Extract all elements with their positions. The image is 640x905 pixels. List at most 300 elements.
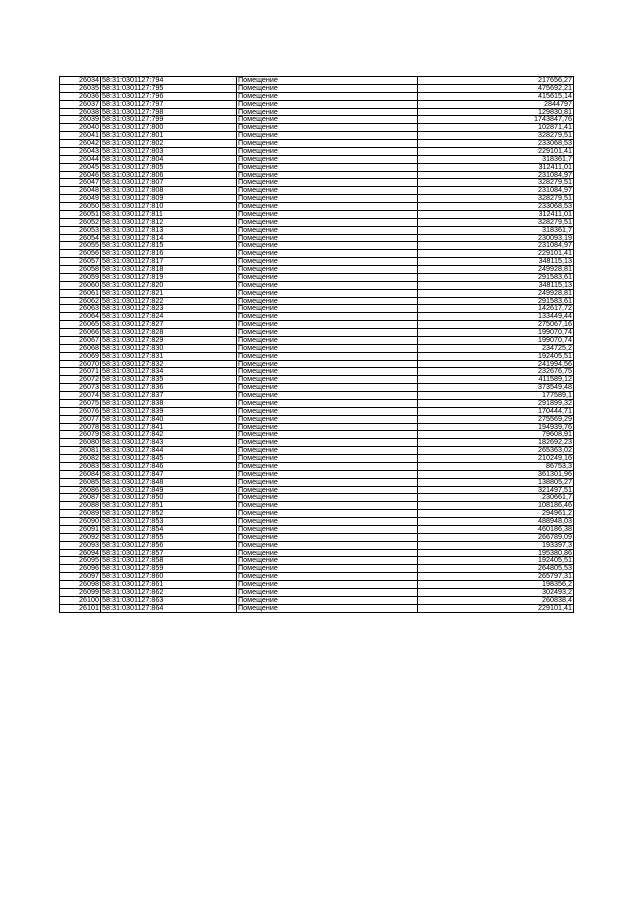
table-row xyxy=(60,596,574,604)
cadastral-number-cell: 58:31:0301127:805 xyxy=(101,163,237,171)
object-type-cell: Помещение xyxy=(237,234,418,242)
cadastral-value-cell: 233068,53 xyxy=(418,140,574,148)
cadastral-value-cell: 195380,86 xyxy=(418,549,574,557)
object-type-cell: Помещение xyxy=(237,124,418,132)
row-number-cell: 26048 xyxy=(60,187,101,195)
object-type-cell: Помещение xyxy=(237,140,418,148)
object-type-cell: Помещение xyxy=(237,171,418,179)
cadastral-value-cell: 415615,14 xyxy=(418,92,574,100)
table-row xyxy=(60,392,574,400)
cadastral-value-cell: 318361,7 xyxy=(418,226,574,234)
table-row xyxy=(60,92,574,100)
object-type-cell: Помещение xyxy=(237,203,418,211)
object-type-cell: Помещение xyxy=(237,431,418,439)
table-row xyxy=(60,399,574,407)
object-type-cell: Помещение xyxy=(237,494,418,502)
cadastral-value-cell: 249928,81 xyxy=(418,266,574,274)
table-row xyxy=(60,541,574,549)
cadastral-value-cell: 275569,29 xyxy=(418,415,574,423)
cadastral-number-cell: 58:31:0301127:829 xyxy=(101,336,237,344)
object-type-cell: Помещение xyxy=(237,596,418,604)
cadastral-number-cell: 58:31:0301127:843 xyxy=(101,439,237,447)
cadastral-value-cell: 302493,2 xyxy=(418,588,574,596)
cadastral-value-cell: 265797,31 xyxy=(418,573,574,581)
object-type-cell: Помещение xyxy=(237,541,418,549)
table-row xyxy=(60,210,574,218)
object-type-cell: Помещение xyxy=(237,462,418,470)
object-type-cell: Помещение xyxy=(237,415,418,423)
object-type-cell: Помещение xyxy=(237,581,418,589)
object-type-cell: Помещение xyxy=(237,486,418,494)
table-row xyxy=(60,163,574,171)
cadastral-number-cell: 58:31:0301127:837 xyxy=(101,392,237,400)
table-row xyxy=(60,100,574,108)
object-type-cell: Помещение xyxy=(237,478,418,486)
row-number-cell: 26078 xyxy=(60,423,101,431)
object-type-cell: Помещение xyxy=(237,258,418,266)
table-row xyxy=(60,581,574,589)
cadastral-value-cell: 198356,2 xyxy=(418,581,574,589)
row-number-cell: 26050 xyxy=(60,203,101,211)
object-type-cell: Помещение xyxy=(237,100,418,108)
cadastral-value-cell: 2844797 xyxy=(418,100,574,108)
table-row xyxy=(60,533,574,541)
object-type-cell: Помещение xyxy=(237,305,418,313)
cadastral-value-cell: 266789,09 xyxy=(418,533,574,541)
cadastral-number-cell: 58:31:0301127:796 xyxy=(101,92,237,100)
row-number-cell: 26061 xyxy=(60,289,101,297)
table-row xyxy=(60,297,574,305)
cadastral-number-cell: 58:31:0301127:811 xyxy=(101,210,237,218)
cadastral-value-cell: 133449,44 xyxy=(418,313,574,321)
object-type-cell: Помещение xyxy=(237,108,418,116)
table-row xyxy=(60,242,574,250)
table-row xyxy=(60,494,574,502)
row-number-cell: 26041 xyxy=(60,132,101,140)
cadastral-number-cell: 58:31:0301127:851 xyxy=(101,502,237,510)
cadastral-number-cell: 58:31:0301127:860 xyxy=(101,573,237,581)
cadastral-number-cell: 58:31:0301127:821 xyxy=(101,289,237,297)
row-number-cell: 26047 xyxy=(60,179,101,187)
object-type-cell: Помещение xyxy=(237,565,418,573)
cadastral-number-cell: 58:31:0301127:804 xyxy=(101,155,237,163)
cadastral-number-cell: 58:31:0301127:830 xyxy=(101,344,237,352)
row-number-cell: 26077 xyxy=(60,415,101,423)
row-number-cell: 26037 xyxy=(60,100,101,108)
row-number-cell: 26079 xyxy=(60,431,101,439)
row-number-cell: 26051 xyxy=(60,210,101,218)
table-row xyxy=(60,116,574,124)
object-type-cell: Помещение xyxy=(237,289,418,297)
object-type-cell: Помещение xyxy=(237,344,418,352)
table-row xyxy=(60,525,574,533)
table-row xyxy=(60,604,574,612)
row-number-cell: 26065 xyxy=(60,321,101,329)
cadastral-value-cell: 193397,3 xyxy=(418,541,574,549)
cadastral-number-cell: 58:31:0301127:807 xyxy=(101,179,237,187)
row-number-cell: 26054 xyxy=(60,234,101,242)
cadastral-value-cell: 194939,76 xyxy=(418,423,574,431)
table-row xyxy=(60,77,574,85)
row-number-cell: 26059 xyxy=(60,273,101,281)
cadastral-number-cell: 58:31:0301127:834 xyxy=(101,368,237,376)
cadastral-value-cell: 177589,1 xyxy=(418,392,574,400)
table-row xyxy=(60,305,574,313)
cadastral-number-cell: 58:31:0301127:855 xyxy=(101,533,237,541)
cadastral-number-cell: 58:31:0301127:813 xyxy=(101,226,237,234)
row-number-cell: 26094 xyxy=(60,549,101,557)
cadastral-number-cell: 58:31:0301127:799 xyxy=(101,116,237,124)
table-row xyxy=(60,124,574,132)
object-type-cell: Помещение xyxy=(237,266,418,274)
row-number-cell: 26042 xyxy=(60,140,101,148)
row-number-cell: 26095 xyxy=(60,557,101,565)
object-type-cell: Помещение xyxy=(237,163,418,171)
object-type-cell: Помещение xyxy=(237,376,418,384)
cadastral-number-cell: 58:31:0301127:814 xyxy=(101,234,237,242)
cadastral-value-cell: 294961,2 xyxy=(418,510,574,518)
object-type-cell: Помещение xyxy=(237,352,418,360)
table-row xyxy=(60,415,574,423)
row-number-cell: 26099 xyxy=(60,588,101,596)
row-number-cell: 26046 xyxy=(60,171,101,179)
row-number-cell: 26043 xyxy=(60,147,101,155)
row-number-cell: 26080 xyxy=(60,439,101,447)
row-number-cell: 26040 xyxy=(60,124,101,132)
cadastral-value-cell: 79608,91 xyxy=(418,431,574,439)
row-number-cell: 26092 xyxy=(60,533,101,541)
cadastral-value-cell: 232676,75 xyxy=(418,368,574,376)
cadastral-number-cell: 58:31:0301127:859 xyxy=(101,565,237,573)
object-type-cell: Помещение xyxy=(237,321,418,329)
cadastral-value-cell: 291583,61 xyxy=(418,297,574,305)
cadastral-value-cell: 249928,81 xyxy=(418,289,574,297)
table-row xyxy=(60,147,574,155)
table-row xyxy=(60,384,574,392)
cadastral-value-cell: 192405,51 xyxy=(418,557,574,565)
cadastral-value-cell: 233068,53 xyxy=(418,203,574,211)
row-number-cell: 26101 xyxy=(60,604,101,612)
table-row xyxy=(60,557,574,565)
row-number-cell: 26074 xyxy=(60,392,101,400)
cadastral-value-cell: 291583,61 xyxy=(418,273,574,281)
object-type-cell: Помещение xyxy=(237,242,418,250)
table-row xyxy=(60,478,574,486)
cadastral-number-cell: 58:31:0301127:845 xyxy=(101,455,237,463)
cadastral-value-cell: 199070,74 xyxy=(418,336,574,344)
cadastral-number-cell: 58:31:0301127:858 xyxy=(101,557,237,565)
row-number-cell: 26087 xyxy=(60,494,101,502)
cadastral-number-cell: 58:31:0301127:848 xyxy=(101,478,237,486)
row-number-cell: 26090 xyxy=(60,518,101,526)
row-number-cell: 26093 xyxy=(60,541,101,549)
cadastral-number-cell: 58:31:0301127:842 xyxy=(101,431,237,439)
object-type-cell: Помещение xyxy=(237,132,418,140)
cadastral-value-cell: 231084,97 xyxy=(418,242,574,250)
cadastral-value-cell: 217656,27 xyxy=(418,77,574,85)
table-row xyxy=(60,108,574,116)
table-row xyxy=(60,439,574,447)
table-row xyxy=(60,234,574,242)
table-row xyxy=(60,376,574,384)
row-number-cell: 26056 xyxy=(60,250,101,258)
cadastral-number-cell: 58:31:0301127:800 xyxy=(101,124,237,132)
cadastral-number-cell: 58:31:0301127:847 xyxy=(101,470,237,478)
object-type-cell: Помещение xyxy=(237,447,418,455)
table-row xyxy=(60,329,574,337)
cadastral-number-cell: 58:31:0301127:854 xyxy=(101,525,237,533)
cadastral-value-cell: 348115,13 xyxy=(418,258,574,266)
object-type-cell: Помещение xyxy=(237,313,418,321)
table-row xyxy=(60,155,574,163)
object-type-cell: Помещение xyxy=(237,92,418,100)
table-row xyxy=(60,289,574,297)
row-number-cell: 26089 xyxy=(60,510,101,518)
object-type-cell: Помещение xyxy=(237,549,418,557)
cadastral-number-cell: 58:31:0301127:794 xyxy=(101,77,237,85)
cadastral-value-cell: 312411,01 xyxy=(418,210,574,218)
row-number-cell: 26081 xyxy=(60,447,101,455)
object-type-cell: Помещение xyxy=(237,147,418,155)
cadastral-value-cell: 231084,97 xyxy=(418,187,574,195)
cadastral-value-cell: 231084,97 xyxy=(418,171,574,179)
row-number-cell: 26085 xyxy=(60,478,101,486)
row-number-cell: 26088 xyxy=(60,502,101,510)
row-number-cell: 26057 xyxy=(60,258,101,266)
cadastral-value-cell: 108186,46 xyxy=(418,502,574,510)
cadastral-value-cell: 86753,3 xyxy=(418,462,574,470)
table-row xyxy=(60,218,574,226)
cadastral-value-cell: 229101,41 xyxy=(418,147,574,155)
row-number-cell: 26060 xyxy=(60,281,101,289)
cadastral-number-cell: 58:31:0301127:801 xyxy=(101,132,237,140)
object-type-cell: Помещение xyxy=(237,557,418,565)
row-number-cell: 26062 xyxy=(60,297,101,305)
cadastral-value-cell: 321497,51 xyxy=(418,486,574,494)
cadastral-number-cell: 58:31:0301127:808 xyxy=(101,187,237,195)
object-type-cell: Помещение xyxy=(237,502,418,510)
object-type-cell: Помещение xyxy=(237,439,418,447)
cadastral-number-cell: 58:31:0301127:806 xyxy=(101,171,237,179)
table-row xyxy=(60,352,574,360)
cadastral-value-cell: 318361,7 xyxy=(418,155,574,163)
object-type-cell: Помещение xyxy=(237,195,418,203)
table-row xyxy=(60,565,574,573)
row-number-cell: 26035 xyxy=(60,84,101,92)
table-row xyxy=(60,171,574,179)
row-number-cell: 26058 xyxy=(60,266,101,274)
table-row xyxy=(60,407,574,415)
cadastral-number-cell: 58:31:0301127:835 xyxy=(101,376,237,384)
cadastral-value-cell: 411589,12 xyxy=(418,376,574,384)
cadastral-number-cell: 58:31:0301127:824 xyxy=(101,313,237,321)
object-type-cell: Помещение xyxy=(237,384,418,392)
row-number-cell: 26070 xyxy=(60,360,101,368)
row-number-cell: 26039 xyxy=(60,116,101,124)
table-row xyxy=(60,250,574,258)
object-type-cell: Помещение xyxy=(237,368,418,376)
object-type-cell: Помещение xyxy=(237,155,418,163)
object-type-cell: Помещение xyxy=(237,470,418,478)
cadastral-value-cell: 234725,2 xyxy=(418,344,574,352)
row-number-cell: 26049 xyxy=(60,195,101,203)
cadastral-number-cell: 58:31:0301127:797 xyxy=(101,100,237,108)
table-row xyxy=(60,470,574,478)
table-row xyxy=(60,336,574,344)
table-row xyxy=(60,502,574,510)
table-row xyxy=(60,368,574,376)
table-row xyxy=(60,140,574,148)
table-body xyxy=(60,77,574,613)
cadastral-value-cell: 361301,96 xyxy=(418,470,574,478)
row-number-cell: 26063 xyxy=(60,305,101,313)
object-type-cell: Помещение xyxy=(237,281,418,289)
object-type-cell: Помещение xyxy=(237,588,418,596)
cadastral-number-cell: 58:31:0301127:819 xyxy=(101,273,237,281)
object-type-cell: Помещение xyxy=(237,407,418,415)
row-number-cell: 26068 xyxy=(60,344,101,352)
cadastral-value-cell: 348115,13 xyxy=(418,281,574,289)
cadastral-value-cell: 260838,4 xyxy=(418,596,574,604)
row-number-cell: 26053 xyxy=(60,226,101,234)
row-number-cell: 26036 xyxy=(60,92,101,100)
cadastral-value-cell: 241994,56 xyxy=(418,360,574,368)
cadastral-number-cell: 58:31:0301127:828 xyxy=(101,329,237,337)
cadastral-number-cell: 58:31:0301127:849 xyxy=(101,486,237,494)
object-type-cell: Помещение xyxy=(237,518,418,526)
cadastral-value-cell: 129830,81 xyxy=(418,108,574,116)
cadastral-number-cell: 58:31:0301127:810 xyxy=(101,203,237,211)
object-type-cell: Помещение xyxy=(237,329,418,337)
row-number-cell: 26034 xyxy=(60,77,101,85)
table-row xyxy=(60,226,574,234)
cadastral-number-cell: 58:31:0301127:816 xyxy=(101,250,237,258)
row-number-cell: 26071 xyxy=(60,368,101,376)
cadastral-value-cell: 264805,53 xyxy=(418,565,574,573)
cadastral-number-cell: 58:31:0301127:802 xyxy=(101,140,237,148)
cadastral-value-cell: 192405,51 xyxy=(418,352,574,360)
cadastral-value-cell: 138805,27 xyxy=(418,478,574,486)
cadastral-value-cell: 488948,03 xyxy=(418,518,574,526)
row-number-cell: 26075 xyxy=(60,399,101,407)
object-type-cell: Помещение xyxy=(237,336,418,344)
row-number-cell: 26052 xyxy=(60,218,101,226)
cadastral-number-cell: 58:31:0301127:864 xyxy=(101,604,237,612)
row-number-cell: 26086 xyxy=(60,486,101,494)
table-row xyxy=(60,462,574,470)
cadastral-value-cell: 142617,72 xyxy=(418,305,574,313)
cadastral-number-cell: 58:31:0301127:839 xyxy=(101,407,237,415)
row-number-cell: 26072 xyxy=(60,376,101,384)
object-type-cell: Помещение xyxy=(237,604,418,612)
table-row xyxy=(60,203,574,211)
object-type-cell: Помещение xyxy=(237,533,418,541)
cadastral-value-cell: 291899,32 xyxy=(418,399,574,407)
cadastral-number-cell: 58:31:0301127:861 xyxy=(101,581,237,589)
cadastral-number-cell: 58:31:0301127:832 xyxy=(101,360,237,368)
cadastral-value-cell: 265363,02 xyxy=(418,447,574,455)
cadastral-value-cell: 328279,51 xyxy=(418,195,574,203)
cadastral-value-cell: 328279,51 xyxy=(418,179,574,187)
cadastral-value-cell: 373549,48 xyxy=(418,384,574,392)
table-row xyxy=(60,132,574,140)
row-number-cell: 26073 xyxy=(60,384,101,392)
object-type-cell: Помещение xyxy=(237,218,418,226)
cadastral-value-cell: 275067,16 xyxy=(418,321,574,329)
table-row xyxy=(60,187,574,195)
cadastral-number-cell: 58:31:0301127:856 xyxy=(101,541,237,549)
table-row xyxy=(60,344,574,352)
cadastral-number-cell: 58:31:0301127:862 xyxy=(101,588,237,596)
object-type-cell: Помещение xyxy=(237,455,418,463)
row-number-cell: 26064 xyxy=(60,313,101,321)
cadastral-number-cell: 58:31:0301127:795 xyxy=(101,84,237,92)
table-row xyxy=(60,195,574,203)
cadastral-number-cell: 58:31:0301127:853 xyxy=(101,518,237,526)
table-row xyxy=(60,486,574,494)
object-type-cell: Помещение xyxy=(237,210,418,218)
table-row xyxy=(60,431,574,439)
cadastral-number-cell: 58:31:0301127:812 xyxy=(101,218,237,226)
table-row xyxy=(60,321,574,329)
cadastral-value-cell: 230661,7 xyxy=(418,494,574,502)
cadastral-value-cell: 199070,74 xyxy=(418,329,574,337)
row-number-cell: 26098 xyxy=(60,581,101,589)
table-row xyxy=(60,423,574,431)
row-number-cell: 26067 xyxy=(60,336,101,344)
cadastral-number-cell: 58:31:0301127:817 xyxy=(101,258,237,266)
object-type-cell: Помещение xyxy=(237,179,418,187)
row-number-cell: 26055 xyxy=(60,242,101,250)
object-type-cell: Помещение xyxy=(237,250,418,258)
table-row xyxy=(60,179,574,187)
cadastral-value-cell: 312411,01 xyxy=(418,163,574,171)
object-type-cell: Помещение xyxy=(237,573,418,581)
object-type-cell: Помещение xyxy=(237,77,418,85)
cadastral-value-cell: 229101,41 xyxy=(418,604,574,612)
cadastral-number-cell: 58:31:0301127:827 xyxy=(101,321,237,329)
cadastral-number-cell: 58:31:0301127:831 xyxy=(101,352,237,360)
cadastral-number-cell: 58:31:0301127:803 xyxy=(101,147,237,155)
cadastral-number-cell: 58:31:0301127:815 xyxy=(101,242,237,250)
cadastral-value-cell: 460186,38 xyxy=(418,525,574,533)
cadastral-value-cell: 475692,21 xyxy=(418,84,574,92)
cadastral-number-cell: 58:31:0301127:863 xyxy=(101,596,237,604)
object-type-cell: Помещение xyxy=(237,273,418,281)
cadastral-value-cell: 328279,51 xyxy=(418,218,574,226)
cadastral-value-cell: 102871,41 xyxy=(418,124,574,132)
table-row xyxy=(60,588,574,596)
cadastral-number-cell: 58:31:0301127:820 xyxy=(101,281,237,289)
cadastral-number-cell: 58:31:0301127:841 xyxy=(101,423,237,431)
cadastral-number-cell: 58:31:0301127:846 xyxy=(101,462,237,470)
table-row xyxy=(60,447,574,455)
row-number-cell: 26066 xyxy=(60,329,101,337)
object-type-cell: Помещение xyxy=(237,187,418,195)
cadastral-number-cell: 58:31:0301127:823 xyxy=(101,305,237,313)
row-number-cell: 26096 xyxy=(60,565,101,573)
object-type-cell: Помещение xyxy=(237,226,418,234)
table-row xyxy=(60,84,574,92)
cadastral-value-cell: 229101,41 xyxy=(418,250,574,258)
row-number-cell: 26084 xyxy=(60,470,101,478)
table-row xyxy=(60,266,574,274)
cadastral-number-cell: 58:31:0301127:840 xyxy=(101,415,237,423)
cadastral-table xyxy=(59,76,574,613)
table-row xyxy=(60,518,574,526)
row-number-cell: 26069 xyxy=(60,352,101,360)
object-type-cell: Помещение xyxy=(237,399,418,407)
